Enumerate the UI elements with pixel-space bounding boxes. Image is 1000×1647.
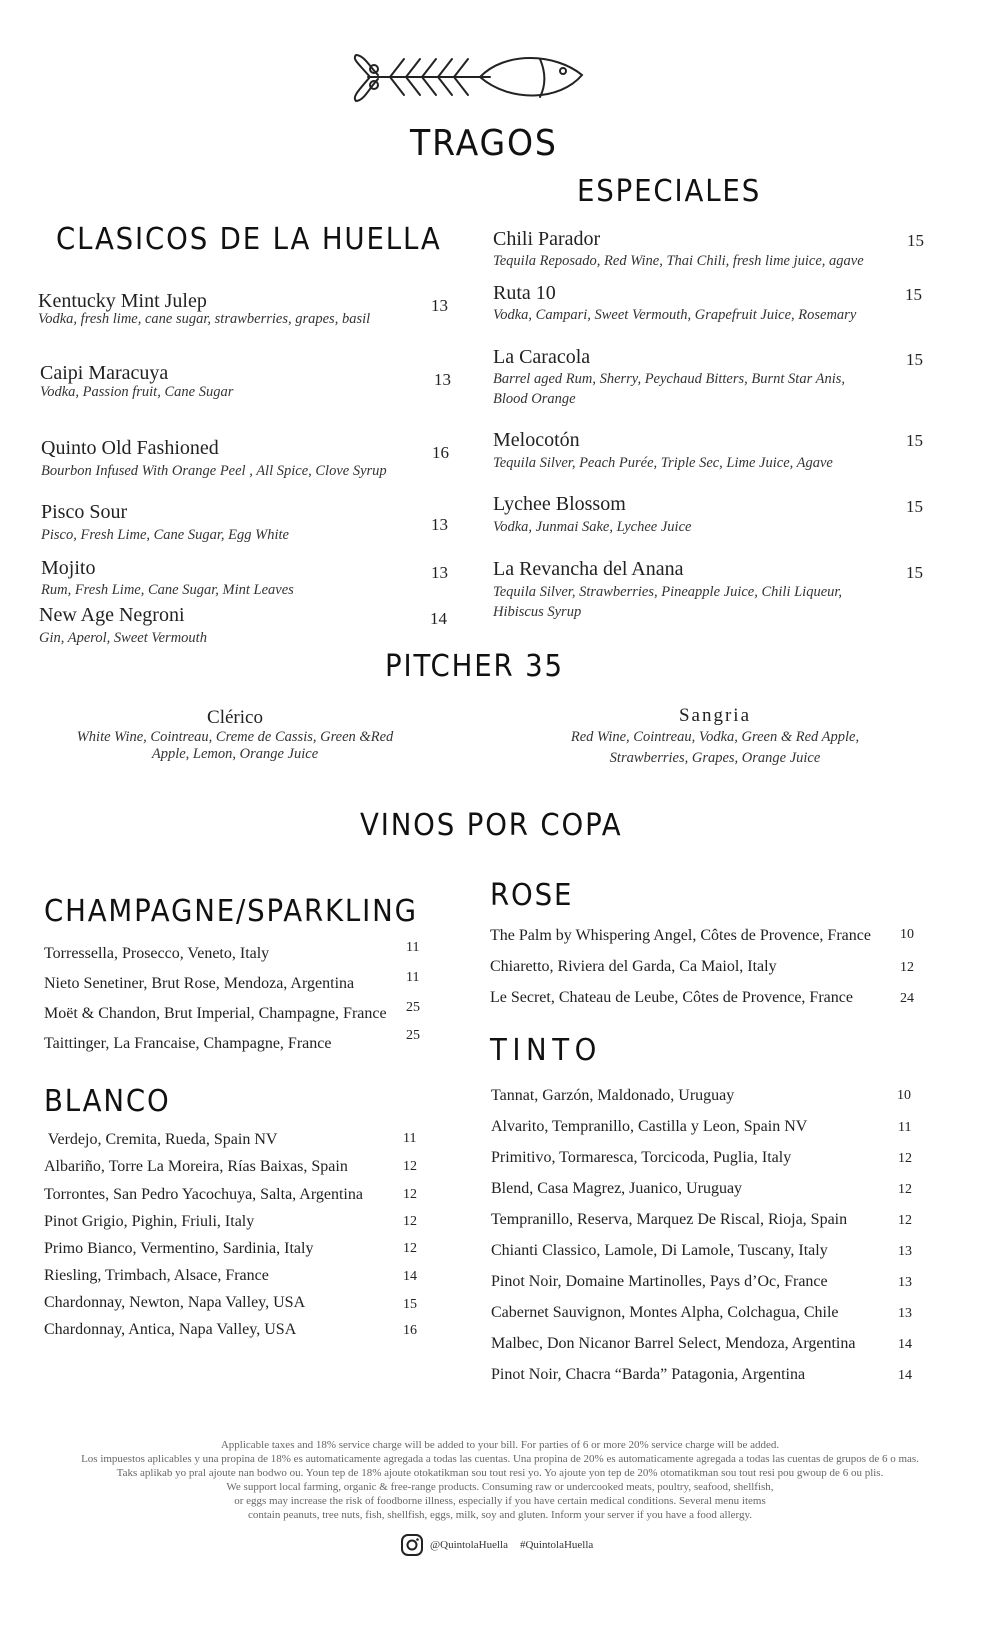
wine-name: Moët & Chandon, Brut Imperial, Champagne, France: [44, 1005, 387, 1022]
cocktail-name: New Age Negroni: [39, 604, 185, 626]
wine-name: Taittinger, La Francaise, Champagne, France: [44, 1035, 332, 1052]
wine-name: Tempranillo, Reserva, Marquez De Riscal, Rioja, Spain: [491, 1211, 848, 1228]
social-row: [400, 1532, 593, 1558]
pitcher-heading: PITCHER 35: [385, 649, 564, 684]
wine-name: Albariño, Torre La Moreira, Rías Baixas, Spain: [44, 1158, 348, 1175]
wine-name: Chardonnay, Newton, Napa Valley, USA: [44, 1294, 306, 1311]
pitcher-description: Apple, Lemon, Orange Juice: [151, 746, 319, 762]
pitcher-name: Sangria: [678, 705, 752, 726]
cocktail-description: Hibiscus Syrup: [493, 604, 582, 620]
wine-price: 13: [898, 1244, 912, 1259]
wine-price: 12: [403, 1187, 417, 1202]
cocktail-description: Tequila Silver, Peach Purée, Triple Sec, Lime Juice, Agave: [493, 455, 833, 471]
cocktail-price: 16: [432, 443, 449, 462]
cocktail-description: Blood Orange: [493, 391, 576, 407]
pitcher-name: Clérico: [207, 707, 263, 728]
wine-price: 13: [898, 1306, 912, 1321]
wine-price: 15: [403, 1297, 417, 1312]
especiales-heading: ESPECIALES: [577, 174, 762, 209]
cocktail-price: 15: [906, 497, 923, 516]
footer-line: We support local farming, organic & free-range products. Consuming raw or undercooked meats, poultry, seafood, shellfish,: [226, 1481, 774, 1493]
cocktail-price: 13: [431, 296, 448, 315]
wine-name: Le Secret, Chateau de Leube, Côtes de Provence, France: [490, 989, 853, 1006]
cocktail-description: Tequila Silver, Strawberries, Pineapple Juice, Chili Liqueur,: [493, 584, 843, 600]
wine-name: Primitivo, Tormaresca, Torcicoda, Puglia, Italy: [491, 1149, 792, 1166]
cocktail-description: Barrel aged Rum, Sherry, Peychaud Bitters, Burnt Star Anis,: [493, 371, 845, 387]
cocktail-price: 15: [906, 350, 923, 369]
hashtag: #QuintolaHuella: [519, 1539, 594, 1551]
rose-heading: ROSE: [490, 878, 574, 913]
cocktail-name: Chili Parador: [493, 228, 601, 250]
tinto-heading: TINTO: [490, 1033, 602, 1068]
cocktail-price: 15: [906, 431, 923, 450]
instagram-icon[interactable]: [400, 1533, 424, 1557]
wine-name: Torressella, Prosecco, Veneto, Italy: [44, 945, 270, 962]
vinos-heading: VINOS POR COPA: [360, 808, 623, 843]
cocktail-description: Vodka, Campari, Sweet Vermouth, Grapefruit Juice, Rosemary: [493, 307, 857, 323]
wine-name: Torrontes, San Pedro Yacochuya, Salta, Argentina: [44, 1186, 363, 1203]
wine-price: 11: [898, 1120, 912, 1135]
wine-price: 12: [898, 1182, 912, 1197]
clasicos-heading: CLASICOS DE LA HUELLA: [56, 222, 442, 257]
wine-name: Chardonnay, Antica, Napa Valley, USA: [44, 1321, 297, 1338]
cocktail-price: 13: [431, 515, 448, 534]
cocktail-description: Vodka, Passion fruit, Cane Sugar: [40, 384, 234, 400]
pitcher-description: White Wine, Cointreau, Creme de Cassis, Green &Red: [76, 729, 394, 745]
wine-price: 13: [898, 1275, 912, 1290]
wine-name: The Palm by Whispering Angel, Côtes de Provence, France: [490, 927, 871, 944]
wine-name: Pinot Noir, Chacra “Barda” Patagonia, Argentina: [491, 1366, 806, 1383]
wine-price: 25: [406, 1028, 420, 1043]
cocktail-name: Caipi Maracuya: [40, 362, 169, 384]
cocktail-name: Pisco Sour: [41, 501, 128, 523]
wine-price: 12: [403, 1241, 417, 1256]
wine-name: Chiaretto, Riviera del Garda, Ca Maiol, Italy: [490, 958, 777, 975]
wine-price: 14: [898, 1368, 912, 1383]
wine-price: 11: [406, 970, 420, 985]
pitcher-item-clerico: [40, 707, 430, 763]
wine-price: 10: [897, 1088, 911, 1103]
wine-price: 12: [403, 1214, 417, 1229]
wine-price: 12: [900, 960, 914, 975]
cocktail-name: Quinto Old Fashioned: [41, 437, 219, 459]
page-title: TRAGOS: [410, 123, 558, 164]
wine-price: 16: [403, 1323, 417, 1338]
cocktail-description: Gin, Aperol, Sweet Vermouth: [39, 630, 207, 646]
wine-price: 12: [403, 1159, 417, 1174]
instagram-handle[interactable]: @QuintolaHuella: [430, 1539, 508, 1551]
cocktail-name: Kentucky Mint Julep: [38, 290, 207, 312]
wine-price: 24: [900, 991, 914, 1006]
cocktail-description: Vodka, fresh lime, cane sugar, strawberries, grapes, basil: [38, 311, 371, 327]
cocktail-price: 13: [434, 370, 451, 389]
cocktail-price: 14: [430, 609, 447, 628]
cocktail-name: Melocotón: [493, 429, 580, 451]
wine-price: 14: [898, 1337, 912, 1352]
wine-name: Tannat, Garzón, Maldonado, Uruguay: [491, 1087, 735, 1104]
cocktail-description: Bourbon Infused With Orange Peel , All Spice, Clove Syrup: [41, 463, 387, 479]
wine-name: Cabernet Sauvignon, Montes Alpha, Colchagua, Chile: [491, 1304, 839, 1321]
cocktail-name: La Caracola: [493, 346, 591, 368]
wine-name: Alvarito, Tempranillo, Castilla y Leon, Spain NV: [491, 1118, 808, 1135]
wine-price: 12: [898, 1151, 912, 1166]
fish-logo: [350, 45, 586, 109]
footer-line: Applicable taxes and 18% service charge will be added to your bill. For parties of 6 or more 20% service charge will be added.: [220, 1439, 780, 1451]
champagne-heading: CHAMPAGNE/SPARKLING: [44, 894, 418, 929]
footer-line: or eggs may increase the risk of foodborne illness, especially if you have certain medical conditions. Several menu items: [234, 1495, 766, 1507]
wine-name: Verdejo, Cremita, Rueda, Spain NV: [44, 1131, 278, 1148]
wine-name: Blend, Casa Magrez, Juanico, Uruguay: [491, 1180, 743, 1197]
wine-name: Malbec, Don Nicanor Barrel Select, Mendoza, Argentina: [491, 1335, 856, 1352]
wine-price: 11: [403, 1131, 417, 1146]
blanco-heading: BLANCO: [44, 1084, 171, 1119]
wine-price: 12: [898, 1213, 912, 1228]
wine-price: 10: [900, 927, 914, 942]
cocktail-price: 15: [906, 563, 923, 582]
wine-price: 25: [406, 1000, 420, 1015]
wine-name: Riesling, Trimbach, Alsace, France: [44, 1267, 269, 1284]
wine-name: Chianti Classico, Lamole, Di Lamole, Tuscany, Italy: [491, 1242, 828, 1259]
cocktail-price: 13: [431, 563, 448, 582]
cocktail-description: Rum, Fresh Lime, Cane Sugar, Mint Leaves: [41, 582, 294, 598]
pitcher-description: Strawberries, Grapes, Orange Juice: [609, 750, 821, 766]
cocktail-description: Pisco, Fresh Lime, Cane Sugar, Egg White: [41, 527, 289, 543]
footer-notice: [0, 1438, 1000, 1522]
cocktail-description: Tequila Reposado, Red Wine, Thai Chili, fresh lime juice, agave: [493, 253, 864, 269]
cocktail-name: Ruta 10: [493, 282, 556, 304]
footer-line: Taks aplikab yo pral ajoute nan bodwo ou. Youn tep de 18% ajoute otokatikman sou tout resi yo. Yo ajoute yon tep de 20% otomatikman sou tout resi pou gwoup de 6 ou plis.: [116, 1467, 884, 1479]
pitcher-description: Red Wine, Cointreau, Vodka, Green & Red Apple,: [570, 729, 860, 745]
pitcher-item-sangria: [530, 705, 900, 769]
wine-name: Primo Bianco, Vermentino, Sardinia, Italy: [44, 1240, 314, 1257]
wine-price: 14: [403, 1269, 417, 1284]
cocktail-name: Lychee Blossom: [493, 493, 626, 515]
cocktail-price: 15: [905, 285, 922, 304]
wine-name: Pinot Noir, Domaine Martinolles, Pays d’Oc, France: [491, 1273, 828, 1290]
footer-line: contain peanuts, tree nuts, fish, shellfish, eggs, milk, soy and gluten. Inform your server if you have a food allergy.: [247, 1509, 753, 1521]
cocktail-description: Vodka, Junmai Sake, Lychee Juice: [493, 519, 692, 535]
cocktail-name: Mojito: [41, 557, 96, 579]
wine-price: 11: [406, 940, 420, 955]
cocktail-price: 15: [907, 231, 924, 250]
cocktail-name: La Revancha del Anana: [493, 558, 684, 580]
wine-name: Pinot Grigio, Pighin, Friuli, Italy: [44, 1213, 255, 1230]
footer-line: Los impuestos aplicables y una propina de 18% es automaticamente agregada a todas las cuentas. Una propina de 20% es automaticamente agregada a todas las cuentas de grupos de 6 o mas.: [81, 1453, 919, 1465]
wine-name: Nieto Senetiner, Brut Rose, Mendoza, Argentina: [44, 975, 355, 992]
